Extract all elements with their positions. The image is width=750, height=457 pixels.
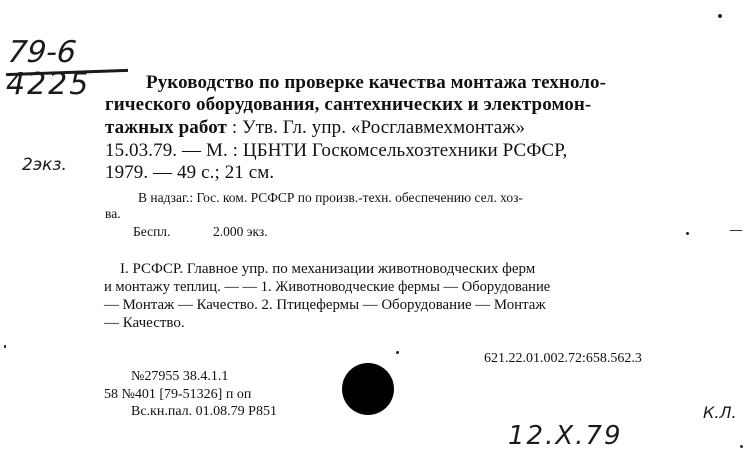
initials: К.Л. bbox=[703, 403, 737, 422]
record-number: №27955 38.4.1.1 bbox=[131, 369, 229, 384]
title-line-3-rest: : Утв. Гл. упр. «Росглавмехмонтаж» bbox=[226, 117, 526, 138]
note-line-1: В надзаг.: Гос. ком. РСФСР по произв.-техн. обеспечению сел. хоз- bbox=[138, 190, 523, 205]
price: Беспл. bbox=[133, 224, 171, 239]
handwritten-date: 12.X.79 bbox=[508, 421, 623, 451]
call-number-bottom: 4225 bbox=[6, 67, 91, 102]
tracing-line-3: — Монтаж — Качество. 2. Птицефермы — Оборудование — Монтаж bbox=[104, 297, 546, 313]
scan-speck bbox=[740, 445, 743, 448]
scan-speck bbox=[718, 14, 722, 18]
tracing-line-2: и монтажу теплиц. — — 1. Животноводческие фермы — Оборудование bbox=[104, 279, 551, 295]
title-line-3 bbox=[105, 117, 525, 139]
title-line-2: гического оборудования, сантехнических и электромон- bbox=[105, 94, 592, 115]
scan-speck bbox=[686, 232, 689, 235]
copies-note: 2экз. bbox=[22, 155, 67, 175]
note-line-2: ва. bbox=[105, 206, 121, 221]
scan-speck bbox=[396, 351, 399, 354]
tracing-line-4: — Качество. bbox=[104, 315, 185, 331]
title-line-3-bold: тажных работ bbox=[105, 117, 227, 138]
scan-speck bbox=[4, 345, 6, 348]
tracing-line-1: I. РСФСР. Главное упр. по механизации животноводческих ферм bbox=[120, 261, 536, 277]
udc-number: 621.22.01.002.72:658.562.3 bbox=[484, 351, 642, 366]
title-line-1: Руководство по проверке качества монтажа техноло- bbox=[146, 72, 607, 93]
call-number-top: 79-6 bbox=[6, 35, 78, 70]
imprint-line-2: 1979. — 49 с.; 21 см. bbox=[105, 162, 275, 183]
registration-line: Вс.кн.пал. 01.08.79 Р851 bbox=[131, 404, 277, 419]
scan-mark bbox=[730, 230, 742, 231]
print-run: 2.000 экз. bbox=[213, 224, 268, 239]
punch-hole bbox=[342, 363, 394, 415]
card-number: 58 №401 [79-51326] п оп bbox=[104, 387, 252, 402]
imprint-line-1: 15.03.79. — М. : ЦБНТИ Госкомсельхозтехники РСФСР, bbox=[105, 140, 568, 161]
